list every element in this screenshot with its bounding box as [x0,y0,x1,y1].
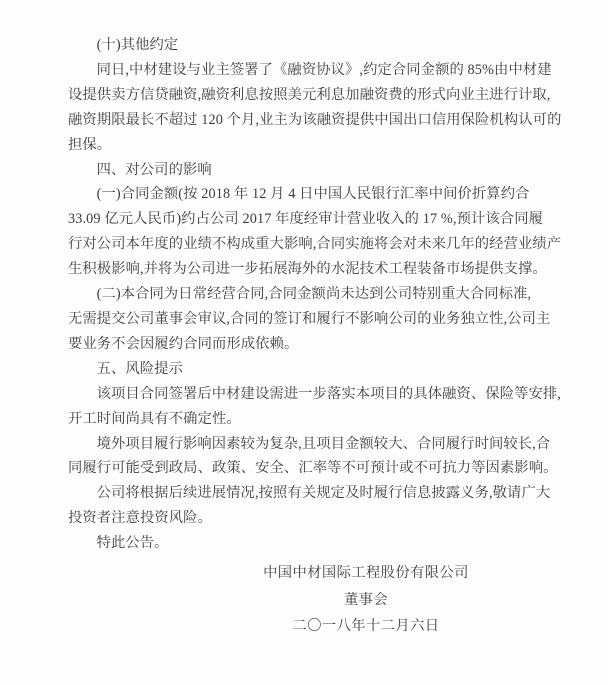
paragraph [68,382,561,432]
text-line: 同日,中材建设与业主签署了《融资协议》,约定合同金额的 85%由中材建 [96,61,552,78]
paragraph [68,182,562,282]
text-line: 设提供卖方信贷融资,融资利息按照美元利息加融资费的形式向业主进行计取, [68,86,551,103]
text-line: 33.09 亿元人民币)约占公司 2017 年度经审计营业收入的 17 %,预计该合同履 [68,211,543,228]
section-heading [68,158,540,183]
paragraph [68,481,551,531]
announcement-date: 二〇一八年十二月六日 [292,618,440,635]
text-line: 生积极影响,并将为公司进一步拓展海外的水泥技术工程装备市场提供支撑。 [68,261,547,278]
text-line: 五、风险提示 [96,360,183,377]
text-line: 特此公告。 [96,535,169,552]
text-line: 公司将根据后续进展情况,按照有关规定及时履行信息披露义务,敬请广大 [96,485,551,502]
text-line: 融资期限最长不超过 120 个月,业主为该融资提供中国出口信用保险机构认可的 [68,111,562,128]
text-line: (一)合同金额(按 2018 年 12 月 4 日中国人民银行汇率中间价折算约合 [96,186,530,203]
document-body [68,33,562,556]
section-heading [68,357,540,382]
paragraph [68,432,558,482]
text-line: 要业务不会因履约合同而形成依赖。 [68,335,299,352]
text-line: 无需提交公司董事会审议,合同的签订和履行不影响公司的业务独立性,公司主 [68,310,551,327]
text-line: 担保。 [68,136,112,153]
company-name: 中国中材国际工程股份有限公司 [263,565,469,582]
paragraph [68,531,540,556]
text-line: 同履行可能受到政局、政策、安全、汇率等不可预计或不可抗力等因素影响。 [68,460,558,477]
text-line: (二)本合同为日常经营合同,合同金额尚未达到公司特别重大合同标准, [96,286,532,303]
paragraph [68,282,551,357]
text-line: (十)其他约定 [96,37,179,53]
text-line: 投资者注意投资风险。 [68,510,212,527]
text-line: 该项目合同签署后中材建设需进一步落实本项目的具体融资、保险等安排, [96,385,561,402]
section-heading [68,33,540,58]
text-line: 境外项目履行影响因素较为复杂,且项目金额较大、合同履行时间较长,合 [96,435,551,452]
text-line: 行对公司本年度的业绩不构成重大影响,合同实施将会对未来几年的经营业绩产 [68,236,562,253]
paragraph [68,58,562,158]
text-line: 开工时间尚具有不确定性。 [68,410,241,427]
board-of-directors: 董事会 [343,591,389,608]
signature-block [130,560,602,640]
text-line: 四、对公司的影响 [96,161,212,178]
